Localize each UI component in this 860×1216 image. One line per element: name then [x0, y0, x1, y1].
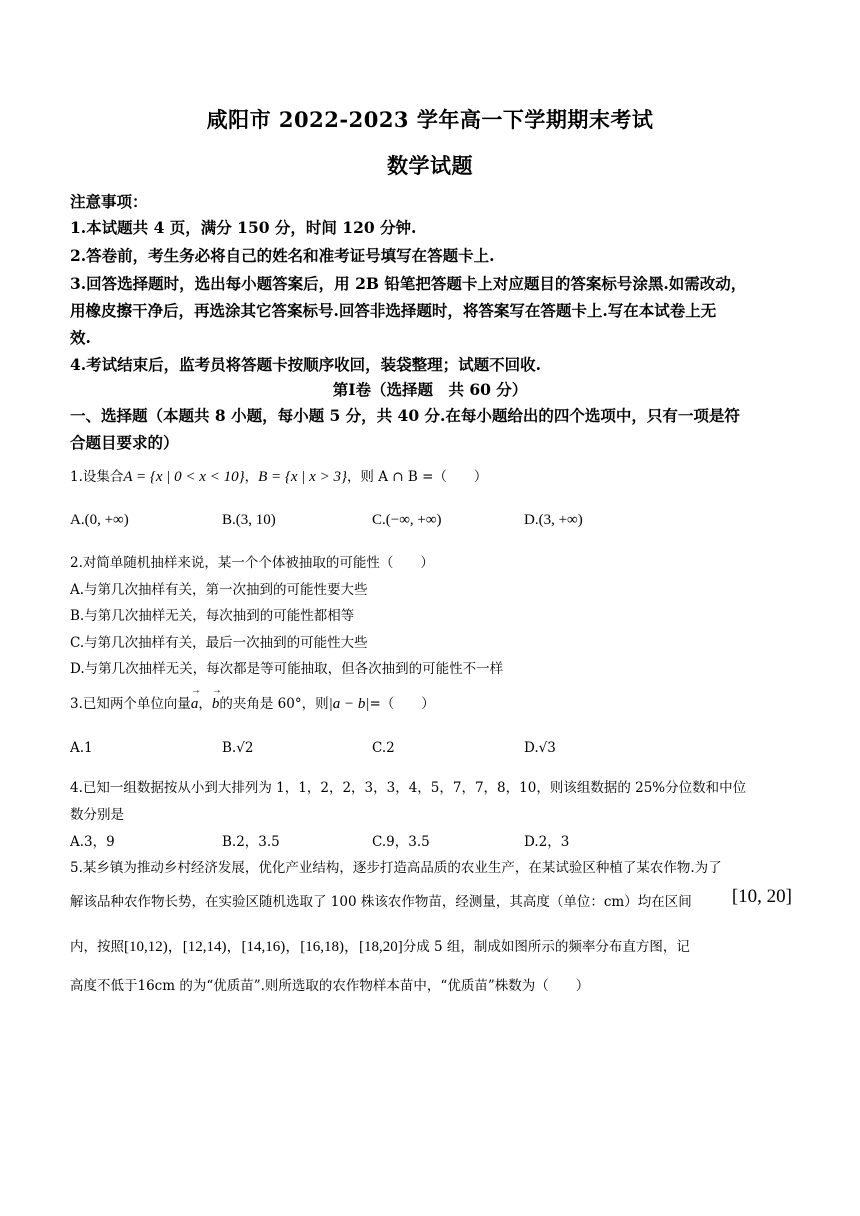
q1-set-b: B = {x | x > 3} [258, 469, 347, 485]
q3-option-d: D.√3 [524, 740, 556, 756]
q1-option-c: C.(−∞, +∞) [372, 512, 442, 528]
question-5-stem-line-1: 5.某乡镇为推动乡村经济发展，优化产业结构，逐步打造高品质的农业生产，在某试验区种植了某农作物.为了 [70, 860, 722, 876]
question-5-stem-line-2 [70, 886, 792, 910]
q5-line-3-suffix: 分成 5 组，制成如图所示的频率分布直方图，记 [402, 939, 690, 955]
q2-option-b: B.与第几次抽样无关，每次抽到的可能性都相等 [70, 608, 355, 624]
q3-separator: ， [198, 696, 212, 712]
q1-option-a: A.(0, +∞) [70, 512, 129, 528]
q1-separator: ， [244, 469, 259, 485]
q3-vector-b: → b [212, 696, 220, 713]
q2-option-d: D.与第几次抽样无关，每次都是等可能抽取，但各次抽到的可能性不一样 [70, 661, 504, 677]
q3-ask: =（ ） [369, 696, 435, 712]
question-3-stem [70, 692, 792, 713]
q1-prefix: 1.设集合 [70, 469, 124, 485]
q5-interval-range: [10, 20] [731, 886, 792, 907]
note-item-2: 2.答卷前，考生务必将自己的姓名和准考证号填写在答题卡上. [70, 246, 495, 265]
q3-expression: |a − b| [328, 696, 370, 712]
note-item-4: 4.考试结束后，监考员将答题卡按顺序收回，装袋整理；试题不回收. [70, 355, 542, 374]
question-4-stem-line-2: 数分别是 [70, 807, 124, 823]
q1-ask: ，则 A ∩ B =（ ） [346, 469, 488, 485]
exam-subtitle: 数学试题 [387, 153, 473, 178]
q5-line-3-prefix: 内，按照 [70, 939, 124, 955]
q4-option-d: D.2，3 [524, 834, 570, 850]
question-4-stem-line-1: 4.已知一组数据按从小到大排列为 1，1，2，2，3，3，4，5，7，7，8，10，则该组数据的 25%分位数和中位 [70, 780, 747, 796]
q3-mid: 的夹角是 60°，则 [219, 696, 329, 712]
question-2-stem: 2.对简单随机抽样来说，某一个个体被抽取的可能性（ ） [70, 555, 434, 571]
q3-option-b: B.√2 [222, 740, 254, 756]
note-item-1: 1.本试题共 4 页，满分 150 分，时间 120 分钟. [70, 218, 417, 237]
note-item-3-line-1: 3.回答选择题时，选出每小题答案后，用 2B 铅笔把答题卡上对应题目的答案标号涂黑.如需改动， [70, 274, 747, 293]
q2-option-a: A.与第几次抽样有关，第一次抽到的可能性要大些 [70, 582, 368, 598]
q4-option-c: C.9，3.5 [372, 834, 430, 850]
note-item-3-line-2: 用橡皮擦干净后，再选涂其它答案标号.回答非选择题时，将答案写在答题卡上.写在本试卷上无 [70, 301, 717, 320]
q4-option-b: B.2，3.5 [222, 834, 280, 850]
q3-option-a: A.1 [70, 740, 93, 756]
q3-option-c: C.2 [372, 740, 395, 756]
note-item-3-line-3: 效. [70, 328, 91, 347]
q3-prefix: 3.已知两个单位向量 [70, 696, 191, 712]
q1-set-a: A = {x | 0 < x < 10} [123, 469, 245, 485]
question-5-stem-line-3 [70, 935, 792, 956]
q1-option-b: B.(3, 10) [222, 512, 276, 528]
q2-option-c: C.与第几次抽样有关，最后一次抽到的可能性大些 [70, 635, 368, 651]
section-heading-line-1: 一、选择题（本题共 8 小题，每小题 5 分，共 40 分.在每小题给出的四个选项中，只有一项是符 [70, 406, 740, 425]
question-5-stem-line-4: 高度不低于16cm 的为“优质苗”.则所选取的农作物样本苗中，“优质苗”株数为（ ） [70, 978, 590, 994]
question-1-stem [70, 465, 792, 486]
q3-vector-a: → a [191, 696, 199, 713]
q4-option-a: A.3，9 [70, 834, 115, 850]
exam-title: 咸阳市 2022-2023 学年高一下学期期末考试 [206, 107, 654, 132]
q5-group-intervals: [10,12)，[12,14)，[14,16)，[16,18)，[18,20] [124, 939, 403, 955]
notes-heading: 注意事项： [70, 192, 148, 211]
q5-line-2-text: 解该品种农作物长势，在实验区随机选取了 100 株该农作物苗，经测量，其高度（单位：cm）均在区间 [70, 894, 692, 910]
section-heading-line-2: 合题目要求的） [70, 433, 179, 452]
part-title: 第Ⅰ卷（选择题 共 60 分） [332, 380, 528, 399]
q1-option-d: D.(3, +∞) [524, 512, 583, 528]
